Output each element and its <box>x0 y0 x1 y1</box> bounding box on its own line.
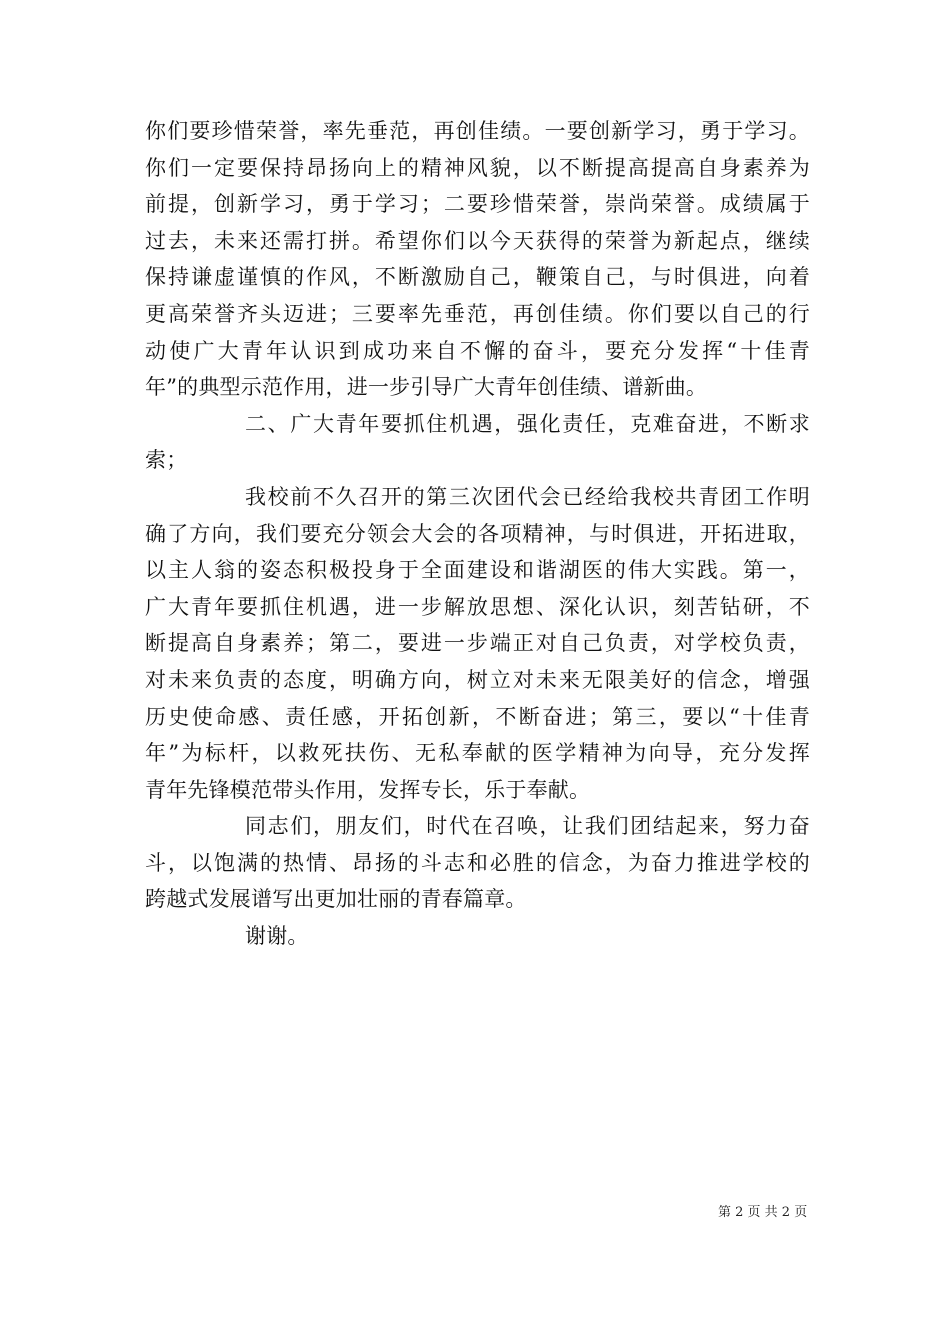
text-line: 我校前不久召开的第三次团代会已经给我校共青团工作明 <box>245 484 810 509</box>
section-heading-line: 索； <box>145 448 188 473</box>
text-line: 更高荣誉齐头迈进；三要率先垂范，再创佳绩。你们要以自己的行 <box>145 301 810 326</box>
text-line: 你们要珍惜荣誉，率先垂范，再创佳绩。一要创新学习，勇于学习。 <box>145 119 810 143</box>
document-body <box>145 113 810 955</box>
text-line: 年”的典型示范作用，进一步引导广大青年创佳绩、谱新曲。 <box>145 375 708 400</box>
text-line: 跨越式发展谱写出更加壮丽的青春篇章。 <box>145 887 527 912</box>
section-heading-line: 二、广大青年要抓住机遇，强化责任，克难奋进，不断求 <box>245 411 810 436</box>
text-line: 斗，以饱满的热情、昂扬的斗志和必胜的信念，为奋力推进学校的 <box>145 850 810 875</box>
text-line: 同志们，朋友们，时代在召唤，让我们团结起来，努力奋 <box>245 814 810 839</box>
text-line: 断提高自身素养；第二，要进一步端正对自己负责，对学校负责， <box>145 631 810 656</box>
text-line: 你们一定要保持昂扬向上的精神风貌，以不断提高提高自身素养为 <box>145 155 810 180</box>
text-line: 保持谦虚谨慎的作风，不断激励自己，鞭策自己，与时俱进，向着 <box>145 265 810 290</box>
text-line: 对未来负责的态度，明确方向，树立对未来无限美好的信念，增强 <box>145 667 810 692</box>
text-line: 以主人翁的姿态积极投身于全面建设和谐湖医的伟大实践。第一， <box>145 558 810 583</box>
text-line: 历史使命感、责任感，开拓创新，不断奋进；第三，要以“十佳青 <box>145 704 810 729</box>
text-line: 确了方向，我们要充分领会大会的各项精神，与时俱进，开拓进取， <box>145 521 810 546</box>
text-line: 前提，创新学习，勇于学习；二要珍惜荣誉，崇尚荣誉。成绩属于 <box>145 192 810 217</box>
text-line: 广大青年要抓住机遇，进一步解放思想、深化认识，刻苦钻研，不 <box>145 594 810 619</box>
page-number: 第 2 页 共 2 页 <box>718 1205 808 1220</box>
text-line: 青年先锋模范带头作用，发挥专长，乐于奉献。 <box>145 777 591 802</box>
text-line: 动使广大青年认识到成功来自不懈的奋斗，要充分发挥“十佳青 <box>145 338 810 363</box>
closing-line: 谢谢。 <box>245 924 309 949</box>
text-line: 年”为标杆，以救死扶伤、无私奉献的医学精神为向导，充分发挥 <box>145 741 810 766</box>
text-line: 过去，未来还需打拼。希望你们以今天获得的荣誉为新起点，继续 <box>145 228 810 253</box>
